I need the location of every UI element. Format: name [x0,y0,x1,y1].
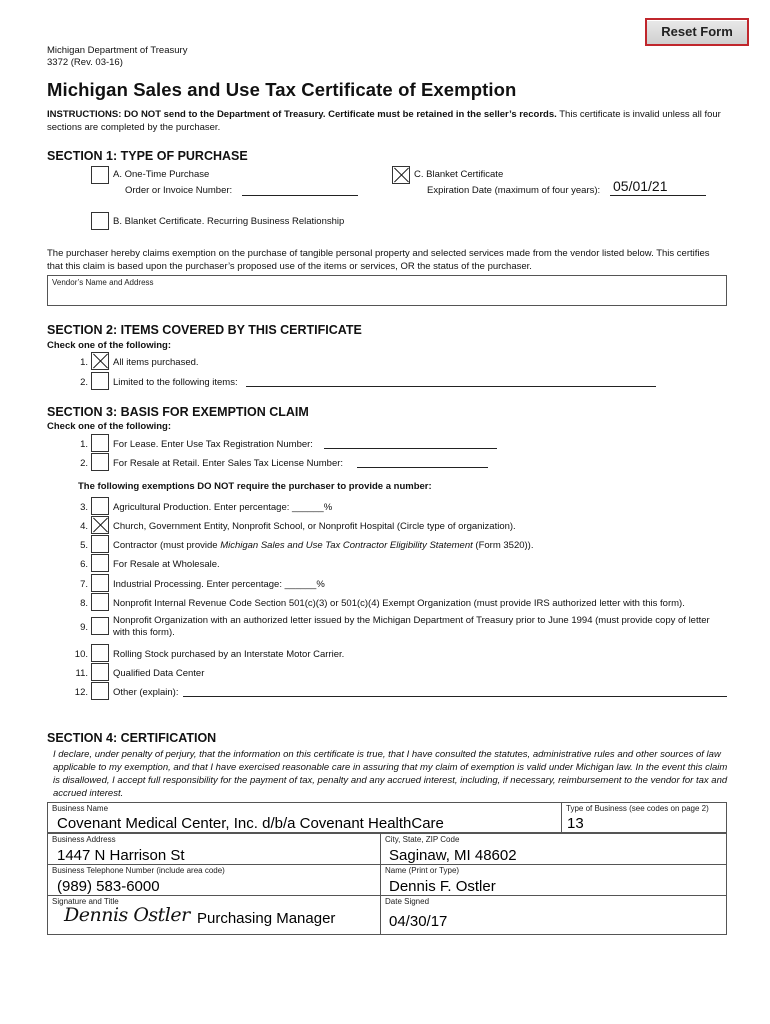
checkbox-exemption-8[interactable] [91,593,109,611]
reset-form-button[interactable]: Reset Form [645,18,749,46]
business-type-value: 13 [567,815,584,832]
no-number-note: The following exemptions DO NOT require the purchaser to provide a number: [78,481,432,492]
signer-title-value: Purchasing Manager [197,910,336,927]
page-title: Michigan Sales and Use Tax Certificate of Exemption [47,79,517,100]
city-state-zip-field[interactable] [380,833,727,865]
checkbox-exemption-11[interactable] [91,663,109,681]
section3-check-one: Check one of the following: [47,421,172,432]
use-tax-registration-input[interactable] [324,448,497,449]
list-number: 1. [80,439,88,450]
date-signed-value: 04/30/17 [389,913,448,930]
instructions-bold: INSTRUCTIONS: DO NOT send to the Department of Treasury. Certificate must be retained in the seller’s records. [47,109,557,120]
section2-heading: SECTION 2: ITEMS COVERED BY THIS CERTIFICATE [47,323,362,337]
checkbox-exemption-10[interactable] [91,644,109,662]
business-phone-value: (989) 583-6000 [57,878,160,895]
list-number: 9. [80,622,88,633]
business-phone-label: Business Telephone Number (include area code) [52,866,225,875]
exemption-label [113,540,533,551]
item-label: Limited to the following items: [113,377,238,388]
checkbox-exemption-7[interactable] [91,574,109,592]
exemption-label: Other (explain): [113,687,179,698]
form-number: 3372 (Rev. 03-16) [47,57,123,68]
item-label: All items purchased. [113,357,199,368]
exemption-label: Agricultural Production. Enter percentage: ______% [113,502,333,513]
list-number: 2. [80,458,88,469]
business-type-field[interactable] [561,802,727,833]
name-print-value: Dennis F. Ostler [389,878,496,895]
list-number: 3. [80,502,88,513]
certification-declaration: I declare, under penalty of perjury, that the information on this certificate is true, that I have consulted the statutes, administrative rules and other sources of law applicable to my exemption, and that I have exercised reasonable care in assuring that my claim of exemption is valid under Michigan law. In the event this claim is disallowed, I accept full responsibility for the payment of tax, penalty and any accrued interest, including, if necessary, reimbursement to the vendor for tax and accrued interest. [53,749,728,799]
city-state-zip-label: City, State, ZIP Code [385,835,460,844]
list-number: 7. [80,579,88,590]
date-signed-field[interactable] [380,895,727,935]
other-explain-input[interactable] [183,696,727,697]
business-name-field[interactable] [47,802,562,833]
section3-heading: SECTION 3: BASIS FOR EXEMPTION CLAIM [47,405,309,419]
list-number: 5. [80,540,88,551]
name-print-label: Name (Print or Type) [385,866,460,875]
business-name-value: Covenant Medical Center, Inc. d/b/a Covenant HealthCare [57,815,444,832]
limited-items-input[interactable] [246,386,656,387]
checkbox-exemption-12[interactable] [91,682,109,700]
exemption-label: For Lease. Enter Use Tax Registration Number: [113,439,313,450]
checkbox-exemption-2[interactable] [91,453,109,471]
list-number: 1. [80,357,88,368]
checkbox-all-items[interactable] [91,352,109,370]
checkbox-exemption-9[interactable] [91,617,109,635]
expiration-date-label: Expiration Date (maximum of four years): [427,185,601,196]
business-address-field[interactable] [47,833,381,865]
instructions [47,108,737,134]
business-phone-field[interactable] [47,864,381,896]
list-number: 8. [80,598,88,609]
order-number-label: Order or Invoice Number: [125,185,233,196]
exemption-label: Nonprofit Organization with an authorized letter issued by the Michigan Department of Treasury prior to June 1994 (must provide copy of letter with this form). [113,615,710,638]
exemption-label: Church, Government Entity, Nonprofit School, or Nonprofit Hospital (Circle type of organization). [113,521,516,532]
list-number: 6. [80,559,88,570]
label-part: (Form 3520)). [472,540,534,551]
instructions-rest: This certificate is invalid unless all four sections are completed by the purchaser. [47,109,721,133]
checkbox-recurring-relationship[interactable] [91,212,109,230]
checkbox-blanket-certificate[interactable] [392,166,410,184]
date-signed-label: Date Signed [385,897,430,906]
expiration-date-value: 05/01/21 [613,178,668,194]
recurring-relationship-label: B. Blanket Certificate. Recurring Business Relationship [113,216,345,227]
order-number-input[interactable] [242,195,358,196]
name-print-field[interactable] [380,864,727,896]
business-type-label: Type of Business (see codes on page 2) [566,804,709,813]
checkbox-exemption-4[interactable] [91,516,109,534]
business-name-label: Business Name [52,804,109,813]
expiration-date-input[interactable] [610,195,706,196]
checkbox-exemption-5[interactable] [91,535,109,553]
exemption-label: For Resale at Retail. Enter Sales Tax License Number: [113,458,344,469]
one-time-purchase-label: A. One-Time Purchase [113,169,210,180]
vendor-name-address-field[interactable] [47,275,727,306]
exemption-label: Qualified Data Center [113,668,205,679]
checkbox-one-time-purchase[interactable] [91,166,109,184]
city-state-zip-value: Saginaw, MI 48602 [389,847,517,864]
blanket-certificate-label: C. Blanket Certificate [414,169,504,180]
business-address-label: Business Address [52,835,116,844]
signature-title-label: Signature and Title [52,897,119,906]
checkbox-exemption-6[interactable] [91,554,109,572]
list-number: 10. [74,649,88,660]
exemption-label: For Resale at Wholesale. [113,559,220,570]
purchaser-claim-text: The purchaser hereby claims exemption on the purchase of tangible personal property and selected services made from the vendor listed below. This certifies that this claim is based upon the purchaser’s proposed use of the items or services, OR the status of the purchaser. [47,248,710,272]
list-number: 12. [74,687,88,698]
checkbox-exemption-1[interactable] [91,434,109,452]
checkbox-limited-items[interactable] [91,372,109,390]
section2-check-one: Check one of the following: [47,340,172,351]
section1-heading: SECTION 1: TYPE OF PURCHASE [47,149,248,163]
exemption-label: Industrial Processing. Enter percentage: ______% [113,579,325,590]
checkbox-exemption-3[interactable] [91,497,109,515]
handwritten-signature: Dennis Ostler [64,904,190,926]
signature-title-field[interactable] [47,895,381,935]
list-number: 4. [80,521,88,532]
sales-tax-license-input[interactable] [357,467,488,468]
label-italic: Michigan Sales and Use Tax Contractor Eligibility Statement [220,540,473,551]
label-part: Contractor (must provide [113,540,221,551]
exemption-label: Nonprofit Internal Revenue Code Section 501(c)(3) or 501(c)(4) Exempt Organization (must provide IRS authorized letter with this form). [113,598,685,609]
business-address-value: 1447 N Harrison St [57,847,185,864]
list-number: 11. [75,668,88,679]
list-number: 2. [80,377,88,388]
vendor-label: Vendor’s Name and Address [52,278,154,287]
section4-heading: SECTION 4: CERTIFICATION [47,731,217,745]
exemption-label: Rolling Stock purchased by an Interstate Motor Carrier. [113,649,345,660]
department-name: Michigan Department of Treasury [47,45,188,56]
